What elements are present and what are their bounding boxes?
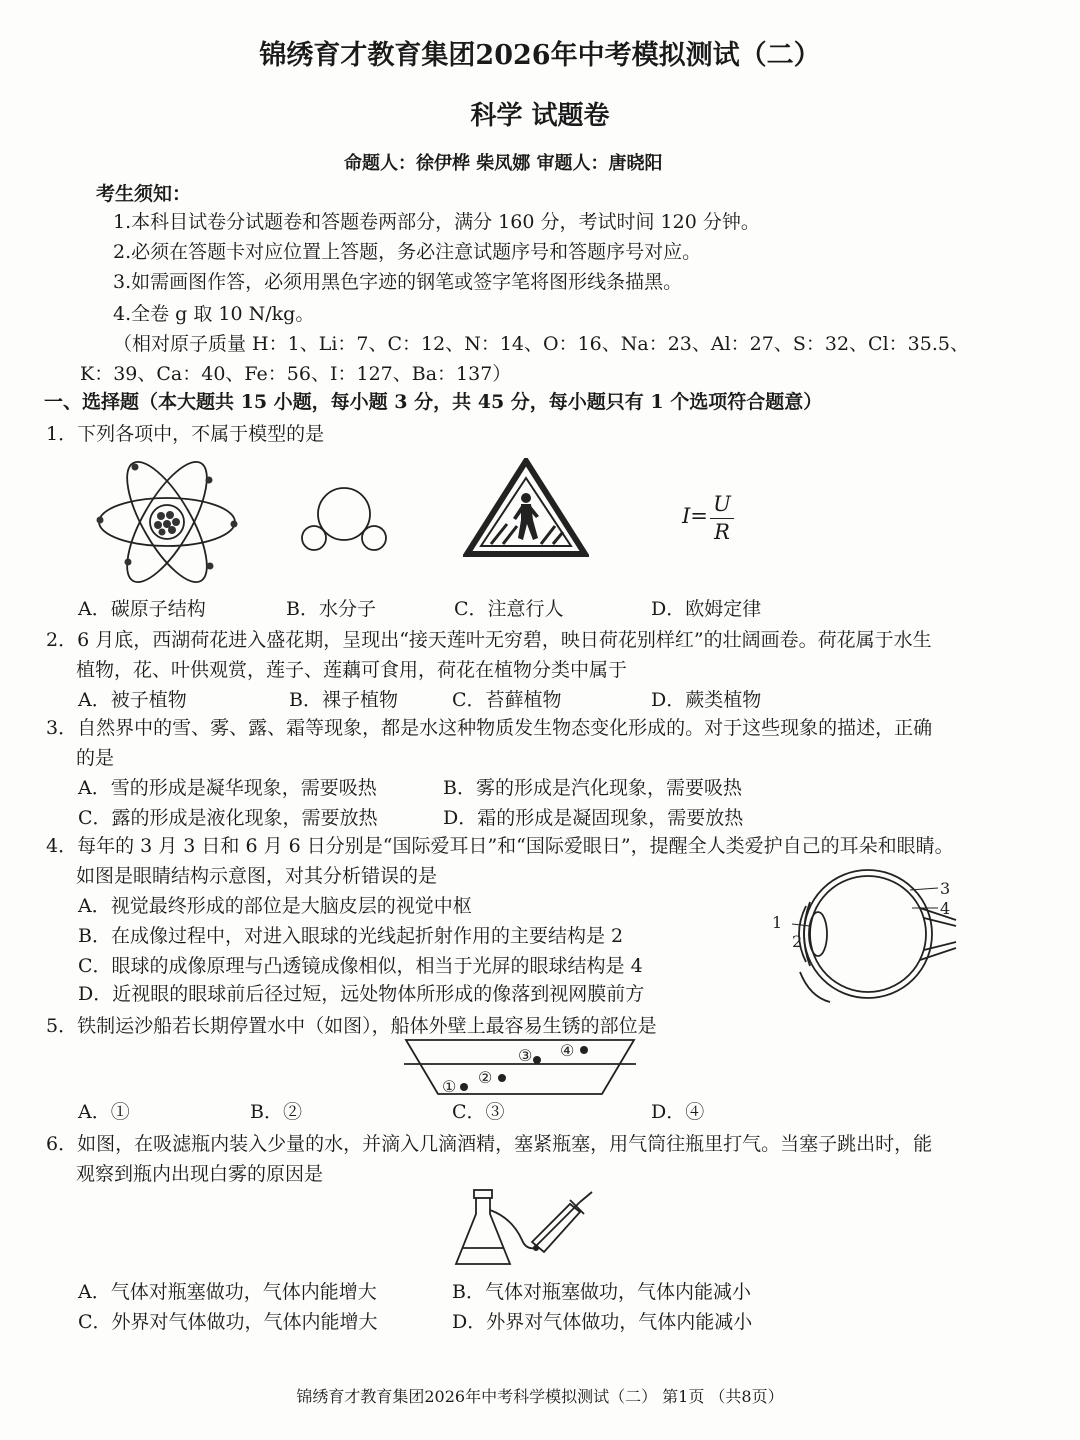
question-4-stem: 4．每年的 3 月 3 日和 6 月 6 日分别是“国际爱耳日”和“国际爱眼日”，提醒全人类爱护自己的耳朵和眼睛。	[46, 835, 954, 857]
question-1-stem: 1．下列各项中，不属于模型的是	[46, 423, 325, 445]
question-3-stem: 3．自然界中的雪、雾、露、霜等现象，都是水这种物质发生物态变化形成的。对于这些现象的描述，正确	[46, 717, 933, 739]
question-6-option-c[interactable]: C．外界对气体做功，气体内能增大	[78, 1311, 378, 1333]
ship-label-3: ③	[518, 1046, 533, 1065]
section-heading: 一、选择题（本大题共 15 小题，每小题 3 分，共 45 分，每小题只有 1 个选项符合题意）	[44, 391, 823, 413]
question-5-option-a[interactable]: A．①	[78, 1101, 130, 1123]
question-6-option-b[interactable]: B．气体对瓶塞做功，气体内能减小	[452, 1281, 751, 1303]
question-5-option-b[interactable]: B．②	[250, 1101, 302, 1123]
eye-label-3: 3	[940, 879, 951, 898]
fraction-bar	[710, 518, 734, 519]
ship-label-1: ①	[442, 1077, 457, 1096]
question-2-stem-cont: 植物，花、叶供观赏，莲子、莲藕可食用，荷花在植物分类中属于	[76, 659, 628, 681]
notice-item: 2.必须在答题卡对应位置上答题，务必注意试题序号和答题序号对应。	[113, 241, 702, 263]
question-4-option-a[interactable]: A．视觉最终形成的部位是大脑皮层的视觉中枢	[78, 895, 472, 917]
question-4-option-b[interactable]: B．在成像过程中，对进入眼球的光线起折射作用的主要结构是 2	[78, 925, 624, 947]
question-2-option-d[interactable]: D．蕨类植物	[651, 689, 762, 711]
sand-ship-figure	[404, 1036, 636, 1098]
page-footer: 锦绣育才教育集团2026年中考科学模拟测试（二） 第1页 （共8页）	[296, 1387, 784, 1406]
question-1-option-c[interactable]: C．注意行人	[454, 598, 564, 620]
atomic-mass-line: （相对原子质量 H：1、Li：7、C：12、N：14、O：16、Na：23、Al：27、S：32、Cl：35.5、	[113, 333, 969, 355]
ship-label-4: ④	[560, 1041, 575, 1060]
question-5-option-d[interactable]: D．④	[651, 1101, 705, 1123]
notice-item: 3.如需画图作答，必须用黑色字迹的钢笔或签字笔将图形线条描黑。	[113, 271, 683, 293]
question-3-option-c[interactable]: C．露的形成是液化现象，需要放热	[78, 807, 378, 829]
question-3-stem-cont: 的是	[76, 747, 115, 769]
formula-numerator: U	[713, 492, 731, 516]
formula-denominator: R	[714, 520, 730, 544]
question-1-option-a[interactable]: A．碳原子结构	[78, 598, 206, 620]
ship-label-2: ②	[478, 1068, 493, 1087]
formula-lhs: I=	[682, 504, 708, 528]
page-subtitle: 科学 试题卷	[470, 101, 610, 131]
question-1-option-b[interactable]: B．水分子	[286, 598, 376, 620]
question-3-option-d[interactable]: D．霜的形成是凝固现象，需要放热	[443, 807, 744, 829]
authors-line: 命题人：徐伊桦 柴凤娜 审题人：唐晓阳	[344, 153, 663, 174]
question-2-option-c[interactable]: C．苔藓植物	[452, 689, 562, 711]
filter-flask-pump-figure	[452, 1188, 596, 1268]
notice-item: 4.全卷 g 取 10 N/kg。	[113, 303, 315, 325]
question-3-option-a[interactable]: A．雪的形成是凝华现象，需要吸热	[78, 777, 377, 799]
eye-label-1: 1	[772, 913, 783, 932]
question-2-option-b[interactable]: B．裸子植物	[289, 689, 398, 711]
question-6-option-d[interactable]: D．外界对气体做功，气体内能减小	[452, 1311, 753, 1333]
atomic-mass-line: K：39、Ca：40、Fe：56、I：127、Ba：137）	[80, 363, 512, 385]
question-4-stem-cont: 如图是眼睛结构示意图，对其分析错误的是	[76, 865, 438, 887]
question-3-option-b[interactable]: B．雾的形成是汽化现象，需要吸热	[443, 777, 742, 799]
page-title: 锦绣育才教育集团2026年中考模拟测试（二）	[259, 40, 821, 71]
notice-item: 1.本科目试卷分试题卷和答题卷两部分，满分 160 分，考试时间 120 分钟。	[113, 211, 760, 233]
water-molecule-figure	[298, 486, 390, 552]
question-6-stem-cont: 观察到瓶内出现白雾的原因是	[76, 1163, 324, 1185]
question-2-stem: 2．6 月底，西湖荷花进入盛花期，呈现出“接天莲叶无穷碧，映日荷花别样红”的壮阔画卷。荷花属于水生	[46, 629, 932, 651]
eye-structure-figure	[770, 862, 960, 1012]
question-5-stem: 5．铁制运沙船若长期停置水中（如图），船体外壁上最容易生锈的部位是	[46, 1015, 657, 1037]
question-5-option-c[interactable]: C．③	[452, 1101, 505, 1123]
question-4-option-d[interactable]: D．近视眼的眼球前后径过短，远处物体所形成的像落到视网膜前方	[78, 983, 645, 1005]
carbon-atom-figure	[92, 458, 242, 586]
question-6-stem: 6．如图，在吸滤瓶内装入少量的水，并滴入几滴酒精，塞紧瓶塞，用气筒往瓶里打气。当塞子跳出时，能	[46, 1133, 933, 1155]
question-4-option-c[interactable]: C．眼球的成像原理与凸透镜成像相似，相当于光屏的眼球结构是 4	[78, 955, 643, 977]
pedestrian-sign-figure	[463, 458, 589, 558]
notice-heading: 考生须知：	[96, 183, 192, 205]
eye-label-2: 2	[792, 932, 803, 951]
question-1-option-d[interactable]: D．欧姆定律	[651, 598, 762, 620]
question-2-option-a[interactable]: A．被子植物	[78, 689, 187, 711]
question-6-option-a[interactable]: A．气体对瓶塞做功，气体内能增大	[78, 1281, 377, 1303]
eye-label-4: 4	[940, 899, 951, 918]
